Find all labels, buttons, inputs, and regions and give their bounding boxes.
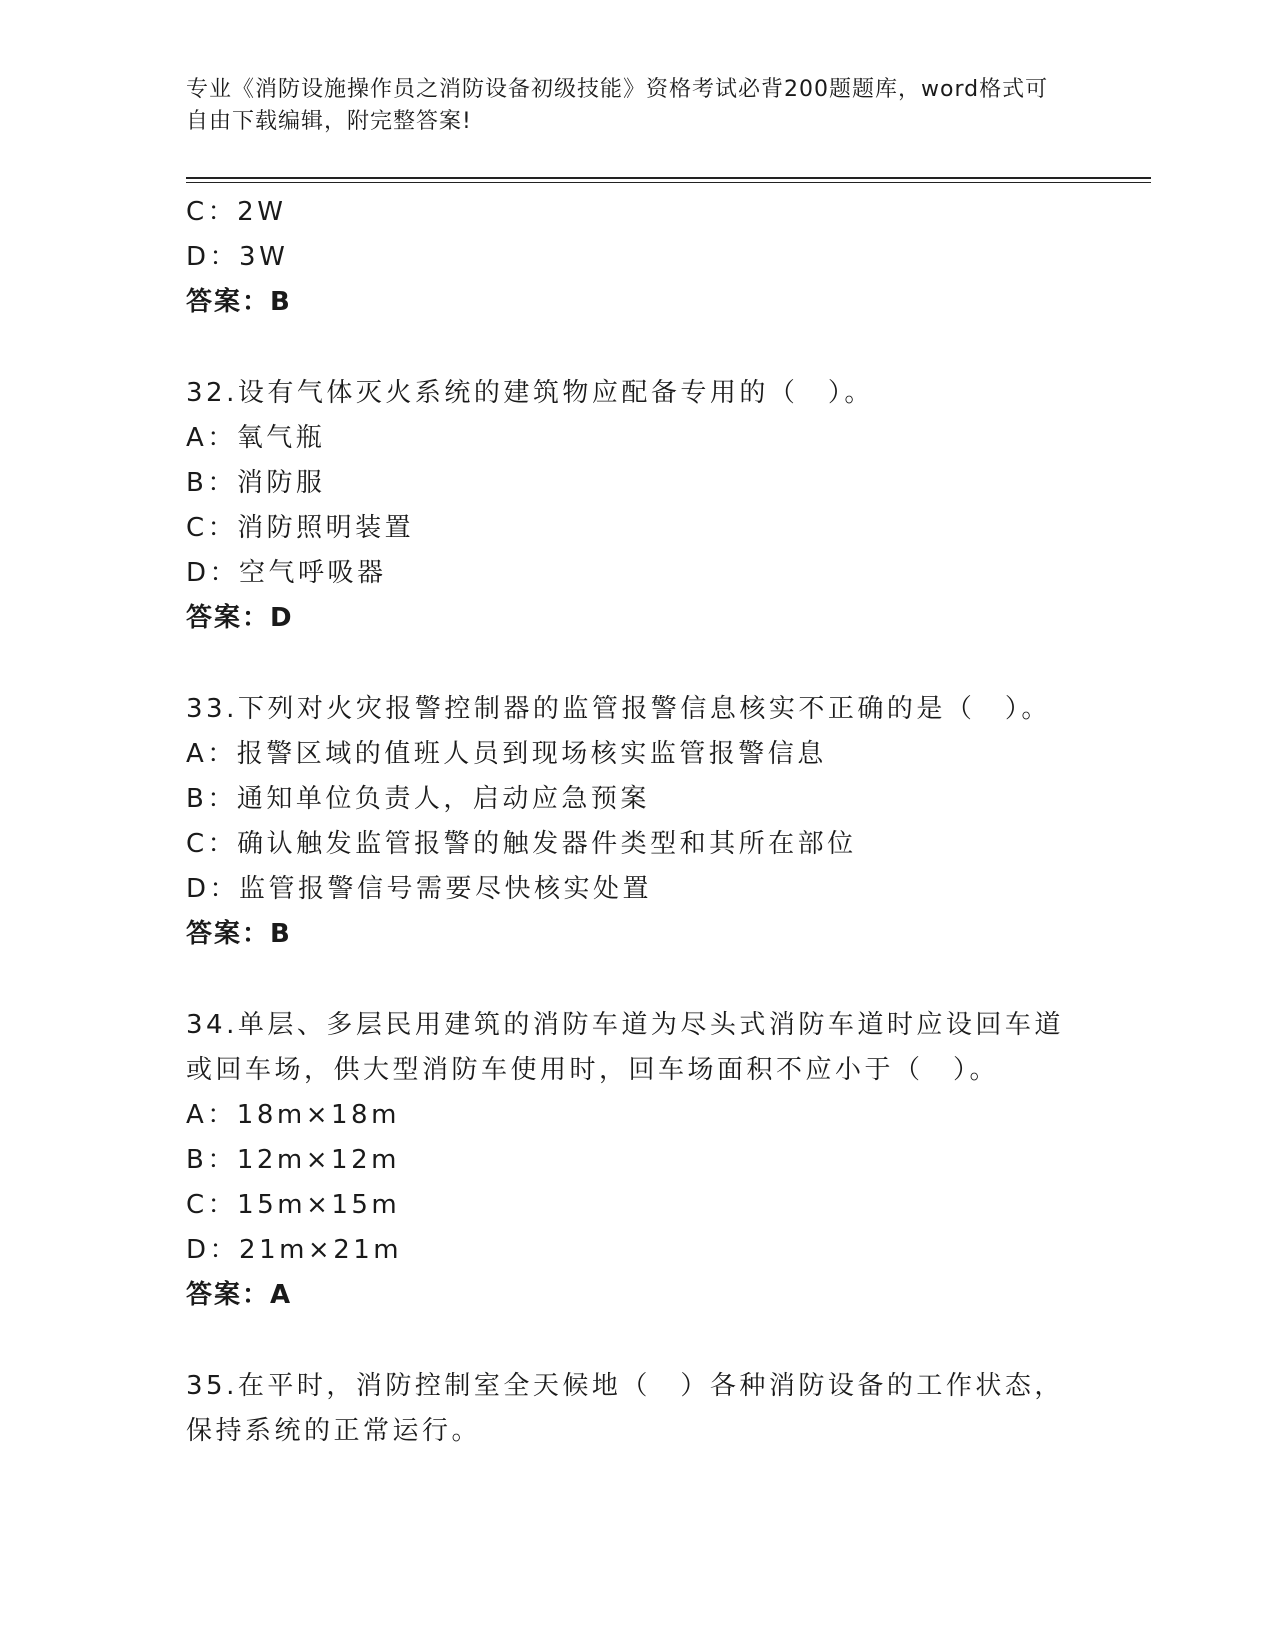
header-divider-thin (186, 182, 1151, 183)
question-31 (186, 190, 1086, 325)
option-b: B：通知单位负责人，启动应急预案 (186, 784, 650, 814)
header-divider-thick (186, 177, 1151, 179)
question-text: 33.下列对火灾报警控制器的监管报警信息核实不正确的是（ ）。 (186, 694, 1051, 724)
option-b: B：12m×12m (186, 1145, 400, 1175)
option-a: A：18m×18m (186, 1100, 400, 1130)
option-c: C：2W (186, 197, 287, 227)
question-33 (186, 687, 1086, 957)
answer: 答案：D (186, 603, 294, 633)
question-text: 35.在平时，消防控制室全天候地（ ）各种消防设备的工作状态，保持系统的正常运行。 (186, 1371, 1064, 1446)
option-b: B：消防服 (186, 468, 326, 498)
answer: 答案：B (186, 287, 292, 317)
option-d: D：3W (186, 242, 289, 272)
document-header: 专业《消防设施操作员之消防设备初级技能》资格考试必背200题题库，word格式可自由下载编辑，附完整答案! (186, 77, 1049, 134)
answer: 答案：B (186, 919, 292, 949)
option-c: C：确认触发监管报警的触发器件类型和其所在部位 (186, 829, 857, 859)
question-list (186, 190, 1086, 1454)
option-d: D：21m×21m (186, 1235, 403, 1265)
option-c: C：消防照明装置 (186, 513, 415, 543)
option-d: D：监管报警信号需要尽快核实处置 (186, 874, 653, 904)
option-d: D：空气呼吸器 (186, 558, 387, 588)
option-a: A：氧气瓶 (186, 423, 326, 453)
question-32 (186, 371, 1086, 641)
option-a: A：报警区域的值班人员到现场核实监管报警信息 (186, 739, 827, 769)
question-35 (186, 1364, 1086, 1454)
answer: 答案：A (186, 1280, 293, 1310)
option-c: C：15m×15m (186, 1190, 401, 1220)
question-text: 34.单层、多层民用建筑的消防车道为尽头式消防车道时应设回车道或回车场，供大型消防车使用时，回车场面积不应小于（ ）。 (186, 1010, 1064, 1085)
question-text: 32.设有气体灭火系统的建筑物应配备专用的（ ）。 (186, 378, 874, 408)
question-34 (186, 1003, 1086, 1318)
